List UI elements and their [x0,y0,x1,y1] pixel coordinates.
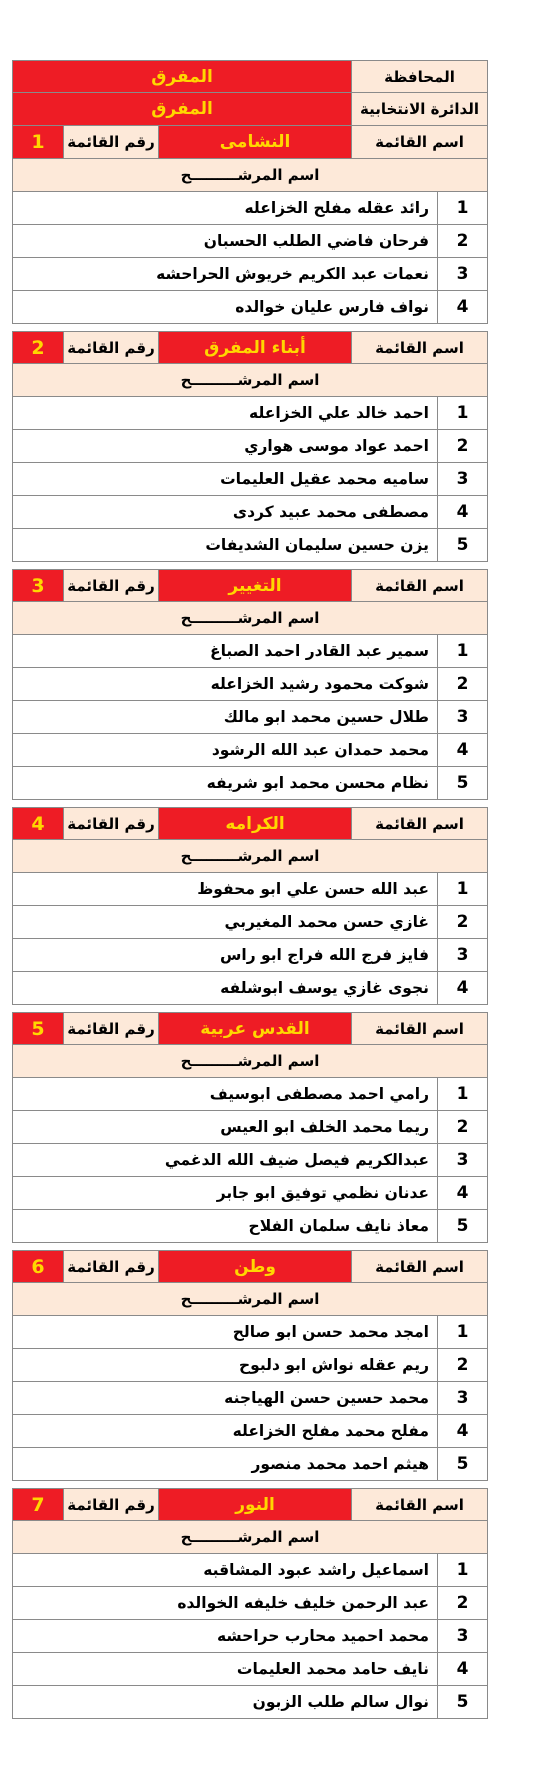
candidate-name: ساميه محمد عقيل العليمات [13,463,437,495]
candidate-index: 2 [437,1349,487,1381]
candidate-row [12,767,488,800]
list-number: 5 [13,1013,63,1044]
candidate-name: نظام محسن محمد ابو شريفه [13,767,437,799]
candidate-name: اسماعيل راشد عبود المشاقبه [13,1554,437,1586]
candidate-index: 4 [437,496,487,528]
candidate-index: 2 [437,1111,487,1143]
candidate-name: سمير عبد القادر احمد الصباغ [13,635,437,667]
candidate-name: رامي احمد مصطفى ابوسيف [13,1078,437,1110]
list-number-label: رقم القائمة [63,126,158,158]
list-name-label: اسم القائمة [351,570,487,601]
candidate-index: 4 [437,291,487,323]
electoral-lists [12,126,488,1719]
candidate-index: 4 [437,734,487,766]
candidate-index: 4 [437,1653,487,1685]
candidate-name: نعمات عبد الكريم خريوش الحراحشه [13,258,437,290]
candidate-index: 2 [437,225,487,257]
candidate-row [12,1210,488,1243]
list-header-row [12,807,488,840]
candidate-row [12,1448,488,1481]
electoral-list-block [12,807,488,1005]
candidate-index: 2 [437,668,487,700]
list-name: وطن [158,1251,351,1282]
list-number: 1 [13,126,63,158]
governorate-row [12,60,488,93]
list-number: 3 [13,570,63,601]
candidate-index: 3 [437,1620,487,1652]
candidate-row [12,939,488,972]
list-number: 4 [13,808,63,839]
candidate-index: 5 [437,1210,487,1242]
candidate-index: 3 [437,258,487,290]
district-value: المفرق [13,93,351,125]
list-name: أبناء المفرق [158,332,351,363]
candidate-name: مفلح محمد مفلح الخزاعله [13,1415,437,1447]
candidate-index: 1 [437,1554,487,1586]
list-number-label: رقم القائمة [63,570,158,601]
candidate-header-row [12,1045,488,1078]
district-label: الدائرة الانتخابية [351,93,487,125]
list-number: 7 [13,1489,63,1520]
candidate-row [12,225,488,258]
candidate-row [12,1653,488,1686]
candidate-name: نواف فارس عليان خوالده [13,291,437,323]
candidate-row [12,1177,488,1210]
electoral-list-block [12,331,488,562]
candidate-name-label: اسم المرشـــــــــح [13,602,487,634]
candidate-index: 4 [437,1177,487,1209]
list-header-row [12,331,488,364]
list-name-label: اسم القائمة [351,332,487,363]
list-name: النور [158,1489,351,1520]
candidate-index: 4 [437,1415,487,1447]
candidate-row [12,496,488,529]
candidate-index: 1 [437,192,487,224]
list-name: الكرامه [158,808,351,839]
candidate-index: 5 [437,1686,487,1718]
candidate-index: 5 [437,1448,487,1480]
candidate-name-label: اسم المرشـــــــــح [13,840,487,872]
list-header-row [12,1012,488,1045]
candidate-index: 3 [437,939,487,971]
candidate-index: 3 [437,1144,487,1176]
candidate-name: رائد عقله مفلح الخزاعله [13,192,437,224]
candidate-name-label: اسم المرشـــــــــح [13,1045,487,1077]
list-number-label: رقم القائمة [63,1013,158,1044]
candidate-name: طلال حسين محمد ابو مالك [13,701,437,733]
electoral-list-block [12,1488,488,1719]
candidate-row [12,192,488,225]
candidate-row [12,529,488,562]
candidate-index: 1 [437,397,487,429]
candidate-row [12,1415,488,1448]
candidate-name: نايف حامد محمد العليمات [13,1653,437,1685]
list-name-label: اسم القائمة [351,808,487,839]
candidate-row [12,701,488,734]
candidate-index: 3 [437,463,487,495]
candidate-name-label: اسم المرشـــــــــح [13,1521,487,1553]
candidate-header-row [12,364,488,397]
candidate-index: 2 [437,430,487,462]
candidate-index: 1 [437,635,487,667]
electoral-list-block [12,1012,488,1243]
election-lists-sheet [12,60,488,1719]
candidate-row [12,1382,488,1415]
candidate-name: عدنان نظمي توفيق ابو جابر [13,1177,437,1209]
list-number-label: رقم القائمة [63,332,158,363]
electoral-list-block [12,126,488,324]
candidate-row [12,1587,488,1620]
candidate-row [12,1620,488,1653]
candidate-name: احمد عواد موسى هواري [13,430,437,462]
candidate-index: 1 [437,1316,487,1348]
candidate-row [12,463,488,496]
list-number-label: رقم القائمة [63,808,158,839]
list-number: 6 [13,1251,63,1282]
candidate-index: 1 [437,1078,487,1110]
list-name: التغيير [158,570,351,601]
candidate-row [12,635,488,668]
candidate-index: 5 [437,529,487,561]
candidate-name: فرحان فاضي الطلب الحسبان [13,225,437,257]
candidate-name: عبدالكريم فيصل ضيف الله الدغمي [13,1144,437,1176]
candidate-name: محمد احميد محارب حراحشه [13,1620,437,1652]
electoral-list-block [12,569,488,800]
candidate-name: يزن حسين سليمان الشديفات [13,529,437,561]
candidate-name: عبد الرحمن خليف خليفه الخوالده [13,1587,437,1619]
candidate-name: نجوى غازي يوسف ابوشلفه [13,972,437,1004]
candidate-row [12,397,488,430]
candidate-name: محمد حمدان عبد الله الرشود [13,734,437,766]
candidate-name: نوال سالم طلب الزبون [13,1686,437,1718]
list-header-row [12,1488,488,1521]
candidate-name: شوكت محمود رشيد الخزاعله [13,668,437,700]
candidate-name: فايز فرج الله فراج ابو راس [13,939,437,971]
candidate-row [12,873,488,906]
list-header-row [12,569,488,602]
candidate-name: عبد الله حسن علي ابو محفوظ [13,873,437,905]
list-name-label: اسم القائمة [351,126,487,158]
governorate-label: المحافظة [351,61,487,92]
candidate-row [12,1144,488,1177]
candidate-name: ريما محمد الخلف ابو العيس [13,1111,437,1143]
candidate-name: غازي حسن محمد المغيربي [13,906,437,938]
candidate-index: 5 [437,767,487,799]
list-name-label: اسم القائمة [351,1013,487,1044]
candidate-header-row [12,1283,488,1316]
candidate-header-row [12,1521,488,1554]
candidate-row [12,734,488,767]
candidate-row [12,1078,488,1111]
candidate-row [12,1111,488,1144]
candidate-name: محمد حسين حسن الهياجنه [13,1382,437,1414]
candidate-name: امجد محمد حسن ابو صالح [13,1316,437,1348]
list-number: 2 [13,332,63,363]
candidate-index: 4 [437,972,487,1004]
candidate-row [12,668,488,701]
list-number-label: رقم القائمة [63,1489,158,1520]
list-name-label: اسم القائمة [351,1251,487,1282]
candidate-row [12,1316,488,1349]
candidate-name-label: اسم المرشـــــــــح [13,364,487,396]
candidate-row [12,291,488,324]
list-header-row [12,126,488,159]
candidate-header-row [12,159,488,192]
candidate-row [12,972,488,1005]
candidate-name-label: اسم المرشـــــــــح [13,1283,487,1315]
district-row [12,93,488,126]
candidate-header-row [12,602,488,635]
candidate-row [12,1686,488,1719]
governorate-value: المفرق [13,61,351,92]
electoral-list-block [12,1250,488,1481]
list-name: النشامى [158,126,351,158]
candidate-header-row [12,840,488,873]
candidate-index: 3 [437,1382,487,1414]
candidate-row [12,430,488,463]
list-name: القدس عربية [158,1013,351,1044]
candidate-name: معاذ نايف سلمان الفلاح [13,1210,437,1242]
list-number-label: رقم القائمة [63,1251,158,1282]
candidate-name-label: اسم المرشـــــــــح [13,159,487,191]
candidate-index: 2 [437,1587,487,1619]
candidate-row [12,906,488,939]
candidate-name: احمد خالد علي الخزاعله [13,397,437,429]
candidate-index: 2 [437,906,487,938]
candidate-index: 3 [437,701,487,733]
candidate-row [12,258,488,291]
candidate-row [12,1554,488,1587]
candidate-row [12,1349,488,1382]
candidate-index: 1 [437,873,487,905]
list-header-row [12,1250,488,1283]
candidate-name: مصطفى محمد عبيد كردى [13,496,437,528]
list-name-label: اسم القائمة [351,1489,487,1520]
candidate-name: ريم عقله نواش ابو دلبوح [13,1349,437,1381]
candidate-name: هيثم احمد محمد منصور [13,1448,437,1480]
